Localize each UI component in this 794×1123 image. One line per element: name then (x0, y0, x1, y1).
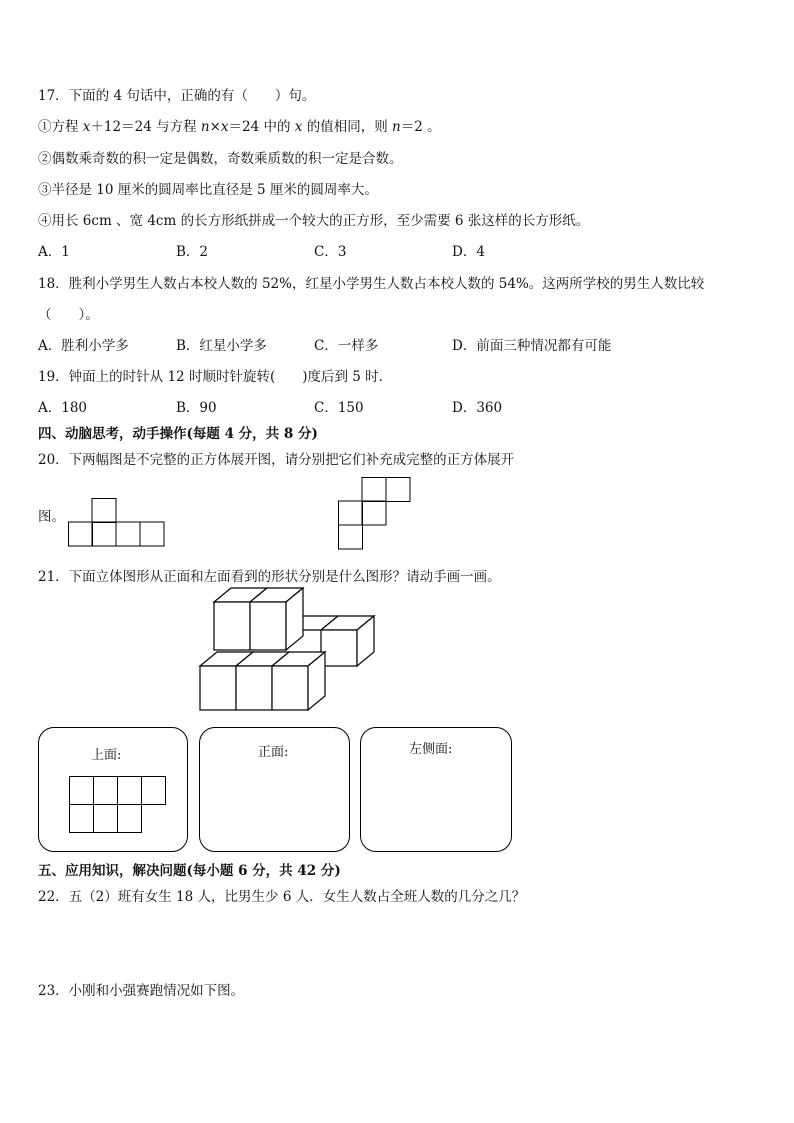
view-box-front[interactable] (199, 727, 350, 852)
q17-option-c: C．3 (314, 244, 347, 260)
q19-option-b: B．90 (176, 400, 217, 416)
net2-square (386, 478, 410, 502)
q23-stem: 23．小刚和小强赛跑情况如下图。 (38, 983, 245, 999)
q18-stem-line1: 18．胜利小学男生人数占本校人数的 52%，红星小学男生人数占本校人数的 54%。这两所学校的男生人数比较 (38, 276, 705, 292)
net2-square (362, 478, 386, 502)
cube-face-front (250, 602, 286, 650)
net1-square (116, 522, 140, 546)
q19-option-c: C．150 (314, 400, 364, 416)
top-view-grid (69, 776, 174, 836)
section-5-heading: 五、应用知识，解决问题(每小题 6 分，共 42 分) (38, 863, 341, 879)
top-view-square (118, 805, 142, 833)
section-4-heading: 四、动脑思考，动手操作(每题 4 分，共 8 分) (38, 426, 318, 442)
q19-option-d: D．360 (452, 400, 503, 416)
q18-option-a: A．胜利小学多 (38, 338, 129, 354)
view-box-top-title: 上面: (91, 748, 122, 763)
top-view-square (94, 805, 118, 833)
q19-option-a: A．180 (38, 400, 88, 416)
q17-option-b: B．2 (176, 244, 209, 260)
top-view-square (70, 805, 94, 833)
q18-option-b: B．红星小学多 (176, 338, 267, 354)
net1-square (69, 522, 93, 546)
q18-option-c: C．一样多 (314, 338, 379, 354)
top-view-square (94, 777, 118, 805)
view-box-left-title: 左侧面: (409, 742, 453, 757)
q19-stem: 19．钟面上的时针从 12 时顺时针旋转( )度后到 5 时． (38, 369, 393, 385)
q17-statement-3: ③半径是 10 厘米的圆周率比直径是 5 厘米的圆周率大。 (38, 182, 378, 198)
top-view-square (142, 777, 166, 805)
top-view-square (118, 777, 142, 805)
cube-net-figure-1 (68, 498, 168, 548)
q17-option-d: D．4 (452, 244, 485, 260)
q17-statement-4: ④用长 6cm 、宽 4cm 的长方形纸拼成一个较大的正方形，至少需要 6 张这样的长方形纸。 (38, 213, 590, 229)
view-box-front-title: 正面: (258, 745, 289, 760)
net1-square (140, 522, 164, 546)
net2-square (339, 525, 363, 549)
q18-option-d: D．前面三种情况都有可能 (452, 338, 612, 354)
net1-square (92, 522, 116, 546)
cube-face-front (272, 666, 308, 710)
q17-option-a: A．1 (38, 244, 70, 260)
view-box-top (38, 727, 188, 852)
q20-stem-line1: 20．下两幅图是不完整的正方体展开图，请分别把它们补充成完整的正方体展开 (38, 452, 515, 468)
cube-face-front (214, 602, 250, 650)
net2-square (339, 501, 363, 525)
cube-solid-figure (196, 585, 381, 715)
q17-statement-1: ①方程 x＋12＝24 与方程 n×x＝24 中的 x 的值相同，则 n＝2 。 (38, 119, 441, 135)
q21-stem: 21．下面立体图形从正面和左面看到的形状分别是什么图形？请动手画一画。 (38, 569, 501, 585)
cube-face-front (321, 630, 357, 666)
q22-stem: 22．五（2）班有女生 18 人，比男生少 6 人．女生人数占全班人数的几分之几？ (38, 889, 526, 905)
q18-stem-line2: （ ）。 (38, 307, 99, 323)
q20-stem-line2: 图。 (38, 509, 65, 525)
cube-face-front (200, 666, 236, 710)
cube-net-figure-2 (338, 477, 418, 552)
q17-statement-2: ②偶数乘奇数的积一定是偶数，奇数乘质数的积一定是合数。 (38, 151, 403, 167)
net1-square (92, 499, 116, 523)
q17-stem: 17．下面的 4 句话中，正确的有（ ）句。 (38, 88, 316, 104)
cube-face-front (236, 666, 272, 710)
top-view-square (70, 777, 94, 805)
view-box-left[interactable] (360, 727, 512, 852)
net2-square (362, 501, 386, 525)
